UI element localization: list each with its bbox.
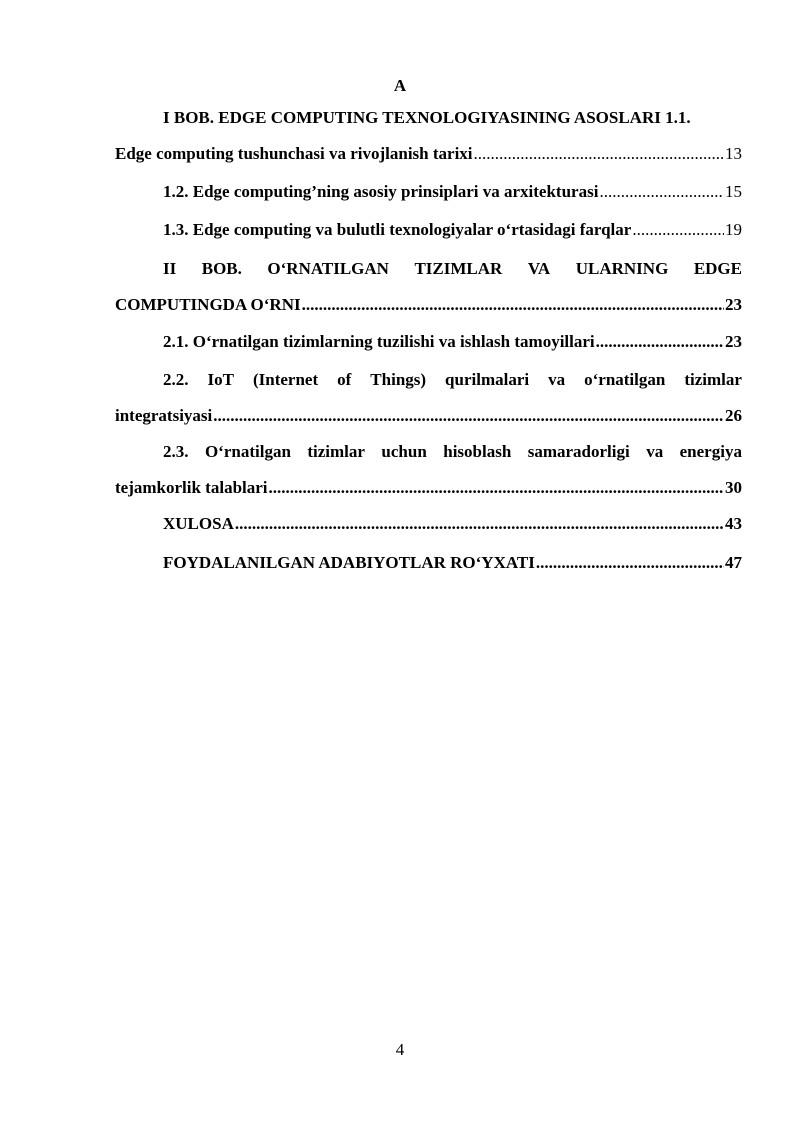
toc-entry-line [115,251,742,287]
toc-word: va [646,442,664,461]
dot-leader [632,212,724,248]
dot-leader [474,136,724,172]
toc-page-number: 19 [725,220,742,239]
dot-leader [599,174,724,210]
toc-page-number: 43 [725,514,742,533]
toc-entry-line [115,136,742,172]
toc-word: va [548,370,566,389]
toc-entry-text: I BOB. EDGE COMPUTING TEXNOLOGIYASINING ASOSLARI 1.1. [163,108,691,127]
dot-leader [213,398,724,434]
toc-word: uchun [381,442,427,461]
toc-entry-line [115,545,742,581]
page-number: 4 [395,1040,405,1059]
toc-entry-line [115,362,742,398]
toc-word: energiya [679,442,742,461]
toc-word: o‘rnatilgan [584,370,666,389]
toc-word: samaradorligi [527,442,630,461]
toc-word: 2.2. [163,370,189,389]
toc-entry-line [115,174,742,210]
toc-word: TIZIMLAR [414,259,503,278]
toc-word: IoT [207,370,234,389]
toc-word: tizimlar [684,370,742,389]
toc-entry-chapter-2[interactable] [115,251,742,323]
toc-entry-text: XULOSA [163,514,234,533]
toc-word: II [163,259,177,278]
dot-leader [536,545,724,581]
toc-word: BOB. [201,259,242,278]
toc-word: qurilmalari [445,370,530,389]
toc-word: 2.3. [163,442,189,461]
page-heading: A [393,76,407,95]
toc-page-number: 30 [725,478,742,497]
toc-entry-2-2[interactable] [115,362,742,434]
toc-entry-references[interactable] [115,545,742,581]
toc-word: O‘RNATILGAN [267,259,389,278]
toc-page-number: 23 [725,295,742,314]
toc-word: of [337,370,352,389]
dot-leader [596,324,724,360]
toc-entry-line [115,324,742,360]
toc-entry-line [115,100,742,136]
toc-word: ULARNING [575,259,669,278]
toc-entry-line [115,287,742,323]
toc-entry-line [115,212,742,248]
toc-entry-2-3[interactable] [115,434,742,506]
toc-word: EDGE [693,259,742,278]
toc-entry-text: COMPUTINGDA O‘RNI [115,295,301,314]
toc-entry-conclusion[interactable] [115,506,742,542]
toc-entry-line [115,470,742,506]
toc-entry-text: FOYDALANILGAN ADABIYOTLAR RO‘YXATI [163,553,535,572]
toc-word: VA [527,259,551,278]
toc-word: tizimlar [307,442,365,461]
toc-entry-line [115,506,742,542]
toc-entry-line [115,434,742,470]
toc-entry-text: tejamkorlik talablari [115,478,268,497]
dot-leader [235,506,724,542]
toc-entry-text: 1.2. Edge computing’ning asosiy prinsiplari va arxitekturasi [163,182,599,201]
toc-word: Things) [370,370,427,389]
toc-entry-text: 1.3. Edge computing va bulutli texnologiyalar o‘rtasidagi farqlar [163,220,632,239]
toc-page-number: 13 [725,144,742,163]
toc-entry-line [115,398,742,434]
toc-word: (Internet [252,370,319,389]
toc-entry-text: integratsiyasi [115,406,213,425]
toc-entry-1-3[interactable] [115,212,742,248]
toc-entry-chapter-1[interactable] [115,100,742,172]
toc-word: O‘rnatilgan [204,442,291,461]
toc-word: hisoblash [443,442,512,461]
toc-page-number: 15 [725,182,742,201]
toc-entry-2-1[interactable] [115,324,742,360]
toc-entry-1-2[interactable] [115,174,742,210]
toc-page-number: 23 [725,332,742,351]
dot-leader [302,287,724,323]
dot-leader [269,470,724,506]
toc-entry-text: Edge computing tushunchasi va rivojlanish tarixi [115,144,473,163]
toc-page-number: 26 [725,406,742,425]
toc-page-number: 47 [725,553,742,572]
toc-entry-text: 2.1. O‘rnatilgan tizimlarning tuzilishi va ishlash tamoyillari [163,332,595,351]
